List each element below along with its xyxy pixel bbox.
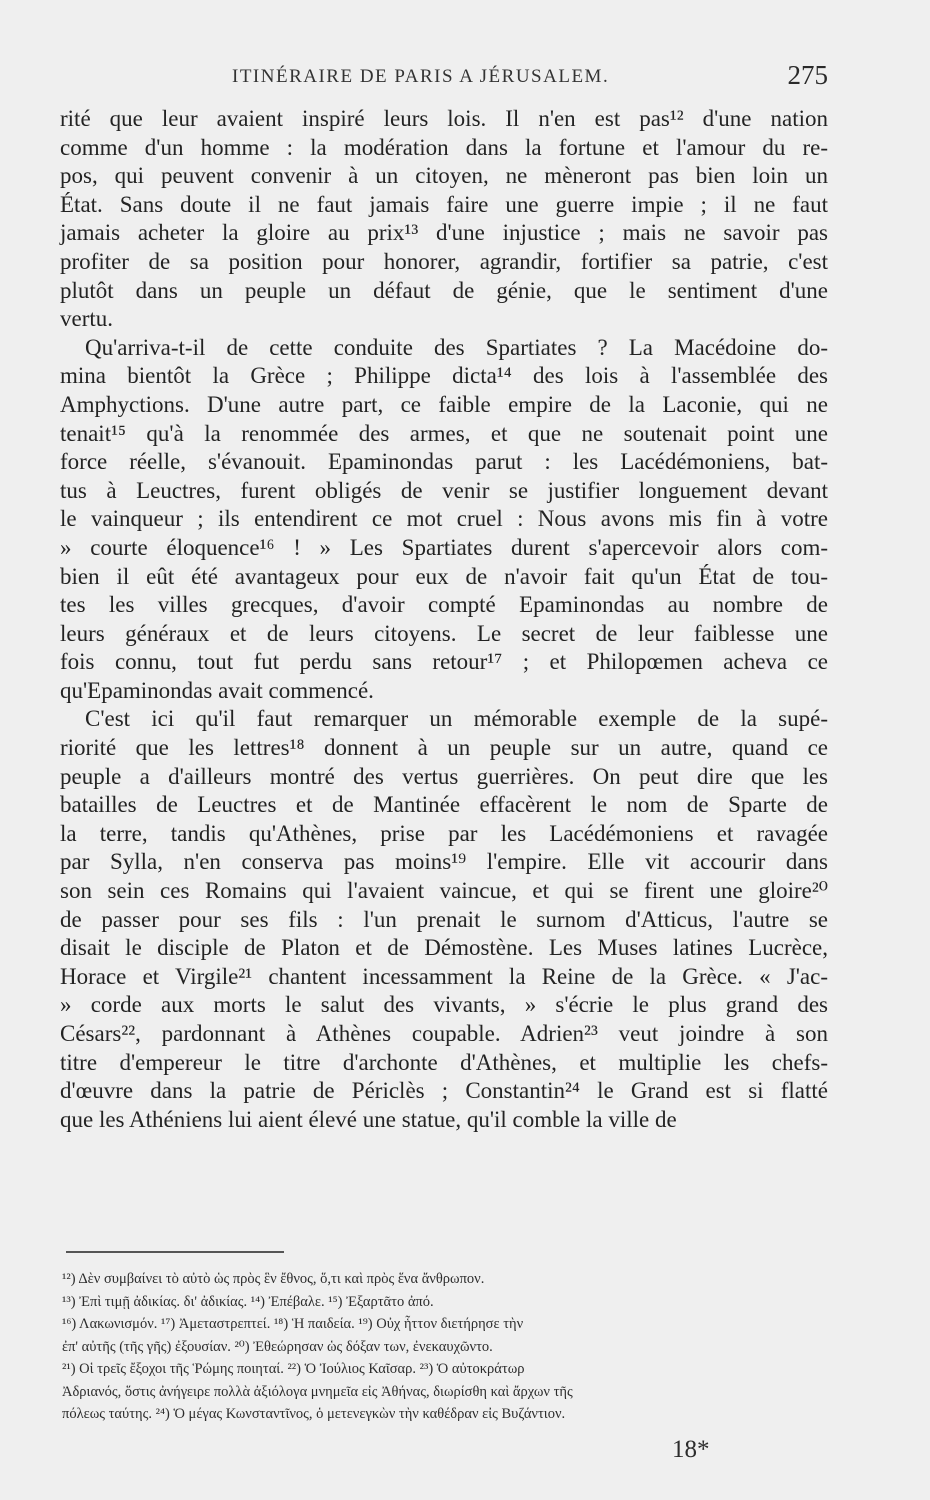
footnote-line: ²¹) Οἱ τρεῖς ἔξοχοι τῆς Ῥώμης ποιηταί. ²²) Ὁ Ἰούλιος Καῖσαρ. ²³) Ὁ αὐτοκράτωρ <box>62 1361 525 1377</box>
text-line: jamais acheter la gloire au prix¹³ d'une injustice ; mais ne savoir pas <box>60 220 828 246</box>
text-line: Qu'arriva-t-il de cette conduite des Spartiates ? La Macédoine do- <box>85 334 828 360</box>
text-line: disait le disciple de Platon et de Démostène. Les Muses latines Lucrèce, <box>60 935 828 961</box>
text-line: Césars²², pardonnant à Athènes coupable. Adrien²³ veut joindre à son <box>60 1021 828 1046</box>
running-title: ITINÉRAIRE DE PARIS A JÉRUSALEM. <box>232 66 610 87</box>
text-line: son sein ces Romains qui l'avaient vaincue, et qui se firent une gloire²⁰ <box>60 878 828 904</box>
text-line: » corde aux morts le salut des vivants, » s'écrie le plus grand des <box>60 992 828 1018</box>
text-line: profiter de sa position pour honorer, agrandir, fortifier sa patrie, c'est <box>60 248 828 274</box>
text-line: Horace et Virgile²¹ chantent incessamment la Reine de la Grèce. « J'ac- <box>60 963 828 989</box>
text-line: tenait¹⁵ qu'à la renommée des armes, et que ne soutenait point une <box>60 420 828 446</box>
running-header <box>0 56 930 96</box>
footnote-line: ¹⁶) Λακωνισμόν. ¹⁷) Ἀμεταστρεπτεί. ¹⁸) Ἡ παιδεία. ¹⁹) Οὐχ ἧττον διετήρησε τὴν <box>62 1316 524 1332</box>
text-line: leurs généraux et de leurs citoyens. Le secret de leur faiblesse une <box>60 620 828 646</box>
text-line: d'œuvre dans la patrie de Périclès ; Constantin²⁴ le Grand est si flatté <box>60 1078 828 1104</box>
text-line: bien il eût été avantageux pour eux de n'avoir fait qu'un État de tou- <box>60 563 828 589</box>
footnote-rule <box>66 1251 284 1253</box>
text-line: pos, qui peuvent convenir à un citoyen, ne mèneront pas bien loin un <box>60 163 828 189</box>
footnotes <box>62 1268 832 1426</box>
text-line: fois connu, tout fut perdu sans retour¹⁷ ; et Philopœmen acheva ce <box>60 649 828 675</box>
text-line: batailles de Leuctres et de Mantinée effacèrent le nom de Sparte de <box>60 792 828 818</box>
text-line: que les Athéniens lui aient élevé une statue, qu'il comble la ville de <box>60 1106 677 1132</box>
text-line: C'est ici qu'il faut remarquer un mémorable exemple de la supé- <box>85 706 828 732</box>
text-line: riorité que les lettres¹⁸ donnent à un peuple sur un autre, quand ce <box>60 735 828 761</box>
text-line: de passer pour ses fils : l'un prenait le surnom d'Atticus, l'autre se <box>60 906 828 932</box>
text-line: par Sylla, n'en conserva pas moins¹⁹ l'empire. Elle vit accourir dans <box>60 849 828 875</box>
text-line: titre d'empereur le titre d'archonte d'Athènes, et multiplie les chefs- <box>60 1049 828 1075</box>
footnote-line: πόλεως ταύτης. ²⁴) Ὁ μέγας Κωνσταντῖνος, ὁ μετενεγκὼν τὴν καθέδραν εἰς Βυζάντιον. <box>62 1406 566 1422</box>
text-line: rité que leur avaient inspiré leurs lois. Il n'en est pas¹² d'une nation <box>60 106 828 131</box>
text-line: mina bientôt la Grèce ; Philippe dicta¹⁴ des lois à l'assemblée des <box>60 363 828 389</box>
footnote-line: ἐπ' αὐτῆς (τῆς γῆς) ἐξουσίαν. ²⁰) Ἐθεώρησαν ὡς δόξαν των, ἐνεκαυχῶντο. <box>62 1338 493 1355</box>
page-number: 275 <box>787 60 828 90</box>
text-line: plutôt dans un peuple un défaut de génie, que le sentiment d'une <box>60 277 828 303</box>
text-line: tus à Leuctres, furent obligés de venir se justifier longuement devant <box>60 477 828 503</box>
text-line: tes les villes grecques, d'avoir compté Epaminondas au nombre de <box>60 592 828 618</box>
body-text <box>60 105 828 1134</box>
text-line: force réelle, s'évanouit. Epaminondas parut : les Lacédémoniens, bat- <box>60 449 828 475</box>
signature-mark: 18* <box>672 1436 710 1463</box>
text-line: peuple a d'ailleurs montré des vertus guerrières. On peut dire que les <box>60 763 828 789</box>
footnote-line: ¹²) Δὲν συμβαίνει τὸ αὐτὸ ὡς πρὸς ἓν ἔθνος, ὅ,τι καὶ πρὸς ἕνα ἄνθρωπον. <box>62 1271 485 1287</box>
text-line: État. Sans doute il ne faut jamais faire une guerre impie ; il ne faut <box>60 191 828 217</box>
text-line: » courte éloquence¹⁶ ! » Les Spartiates durent s'apercevoir alors com- <box>60 534 828 560</box>
text-line: Amphyctions. D'une autre part, ce faible empire de la Laconie, qui ne <box>60 391 828 417</box>
text-line: vertu. <box>60 306 114 332</box>
text-line: la terre, tandis qu'Athènes, prise par les Lacédémoniens et ravagée <box>60 820 828 846</box>
text-line: le vainqueur ; ils entendirent ce mot cruel : Nous avons mis fin à votre <box>60 506 828 532</box>
footnote-line: Ἀδριανός, ὅστις ἀνήγειρε πολλὰ ἀξιόλογα μνημεῖα εἰς Ἀθήνας, διωρίσθη καὶ ἄρχων τῆς <box>62 1383 573 1400</box>
text-line: qu'Epaminondas avait commencé. <box>60 677 374 703</box>
footnote-line: ¹³) Ἐπὶ τιμῇ ἀδικίας. δι' ἀδικίας. ¹⁴) Ἐπέβαλε. ¹⁵) Ἐξαρτᾶτο ἀπό. <box>62 1293 434 1310</box>
text-line: comme d'un homme : la modération dans la fortune et l'amour du re- <box>60 134 828 160</box>
